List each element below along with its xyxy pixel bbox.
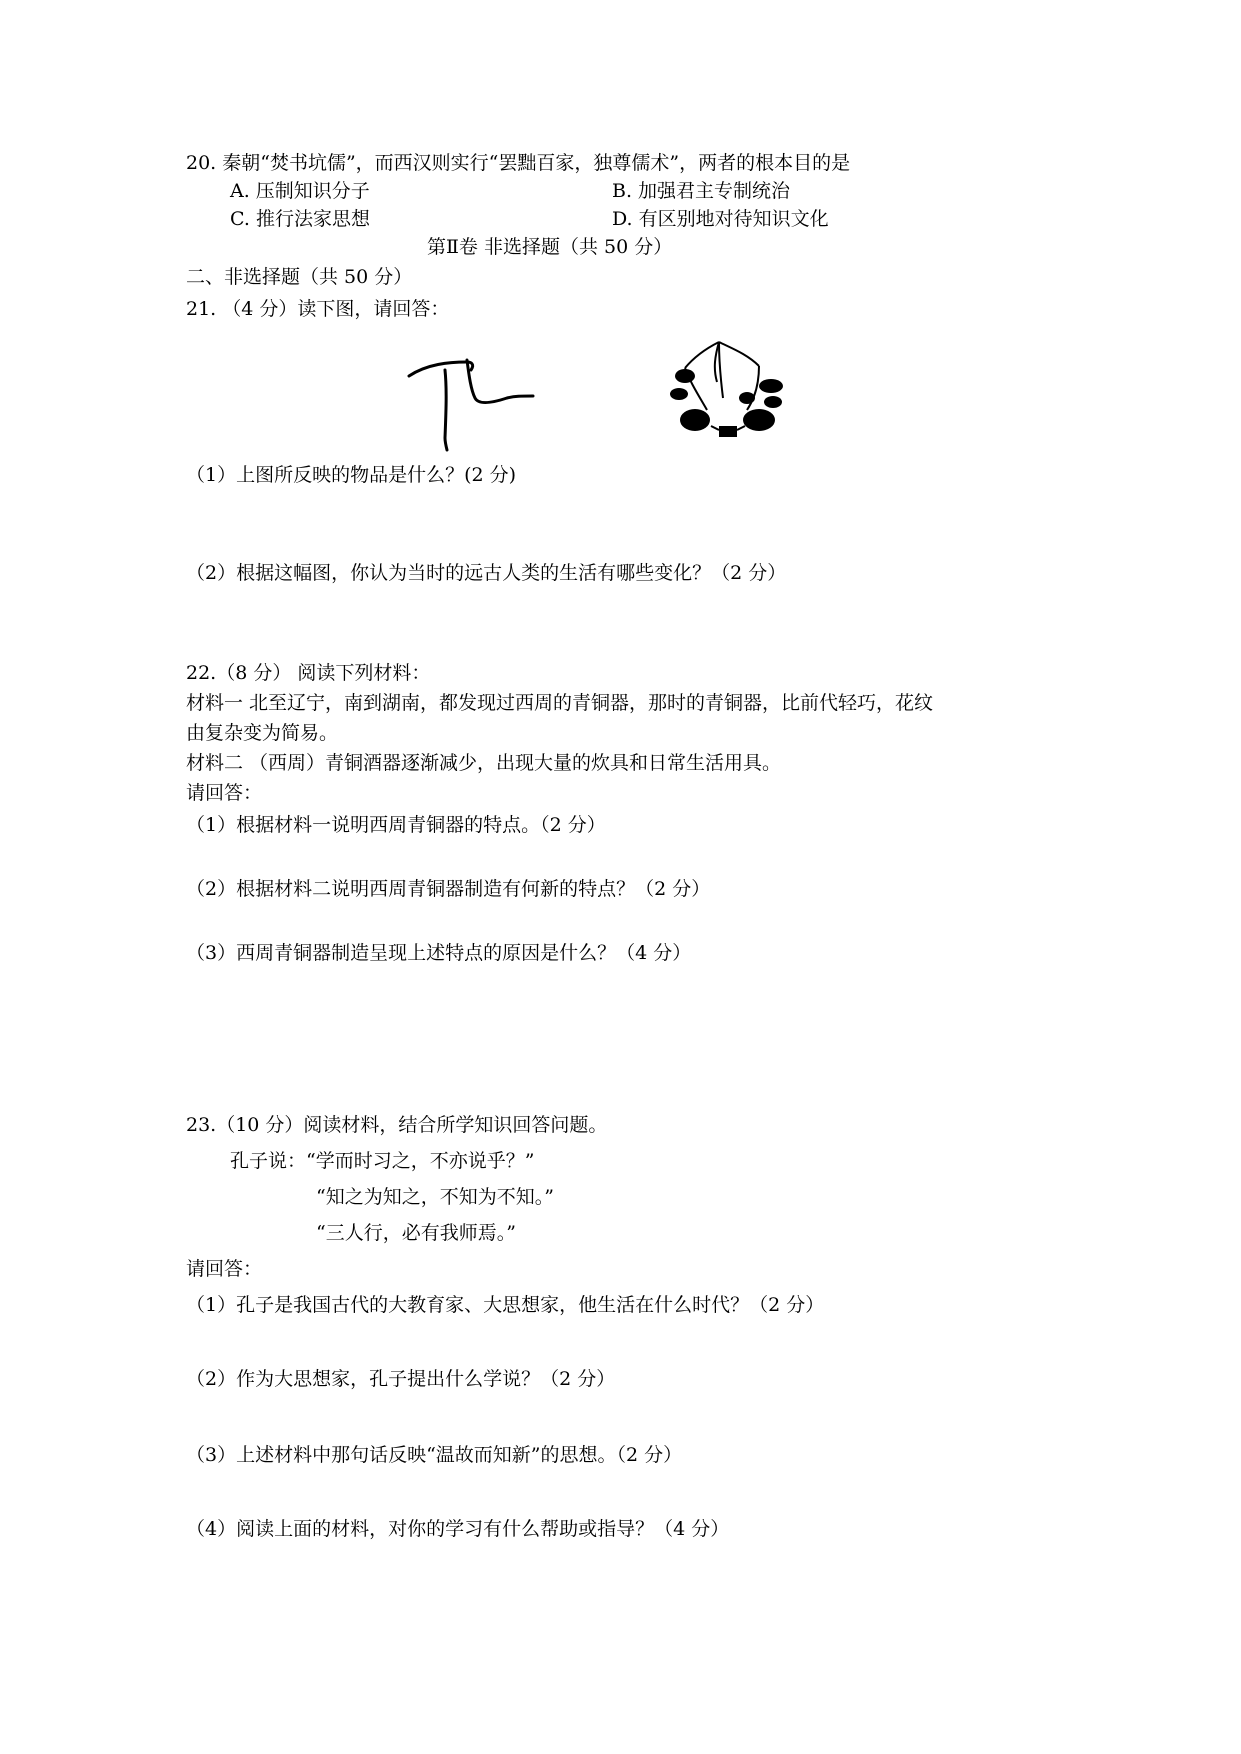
q22-sub1: （1）根据材料一说明西周青铜器的特点。（2 分） bbox=[186, 814, 606, 836]
q22-sub3: （3）西周青铜器制造呈现上述特点的原因是什么？（4 分） bbox=[186, 942, 692, 964]
q23-quote1: 孔子说：“学而时习之，不亦说乎？” bbox=[230, 1150, 535, 1172]
q23-sub2: （2）作为大思想家，孔子提出什么学说？（2 分） bbox=[186, 1368, 616, 1390]
q21-stem: 21. （4 分）读下图，请回答： bbox=[186, 298, 450, 320]
q23-quote2: “知之为知之，不知为不知。” bbox=[316, 1186, 554, 1208]
q22-material2: 材料二 （西周）青铜酒器逐渐减少，出现大量的炊具和日常生活用具。 bbox=[186, 752, 782, 774]
q21-sub2: （2）根据这幅图，你认为当时的远古人类的生活有哪些变化？（2 分） bbox=[186, 562, 787, 584]
q23-stem: 23.（10 分）阅读材料，结合所学知识回答问题。 bbox=[186, 1114, 608, 1136]
q22-material1-line1: 材料一 北至辽宁，南到湖南，都发现过西周的青铜器，那时的青铜器，比前代轻巧，花纹 bbox=[186, 692, 934, 714]
q20-option-a: A. 压制知识分子 bbox=[230, 180, 370, 202]
q21-sub1: （1）上图所反映的物品是什么？(2 分) bbox=[186, 464, 517, 486]
q22-stem: 22.（8 分） 阅读下列材料： bbox=[186, 662, 431, 684]
q23-sub4: （4）阅读上面的材料，对你的学习有什么帮助或指导？（4 分） bbox=[186, 1518, 730, 1540]
q20-option-b: B. 加强君主专制统治 bbox=[612, 180, 791, 202]
q23-sub3: （3）上述材料中那句话反映“温故而知新”的思想。（2 分） bbox=[186, 1444, 683, 1466]
q20-option-d: D. 有区别地对待知识文化 bbox=[612, 208, 829, 230]
q22-prompt: 请回答： bbox=[186, 782, 263, 804]
hand-drawn-tool-sketch bbox=[405, 350, 535, 460]
section-heading: 二、非选择题（共 50 分） bbox=[186, 266, 413, 288]
part2-title: 第Ⅱ卷 非选择题（共 50 分） bbox=[427, 236, 673, 258]
q20-option-c: C. 推行法家思想 bbox=[230, 208, 370, 230]
hand-drawn-bola-sketch bbox=[655, 338, 805, 458]
q20-stem: 20. 秦朝“焚书坑儒”，而西汉则实行“罢黜百家，独尊儒术”，两者的根本目的是 bbox=[186, 152, 851, 174]
q22-material1-line2: 由复杂变为简易。 bbox=[186, 722, 339, 744]
q23-prompt: 请回答： bbox=[186, 1258, 263, 1280]
q22-sub2: （2）根据材料二说明西周青铜器制造有何新的特点？（2 分） bbox=[186, 878, 711, 900]
q23-quote3: “三人行，必有我师焉。” bbox=[316, 1222, 516, 1244]
q23-sub1: （1）孔子是我国古代的大教育家、大思想家，他生活在什么时代？（2 分） bbox=[186, 1294, 825, 1316]
